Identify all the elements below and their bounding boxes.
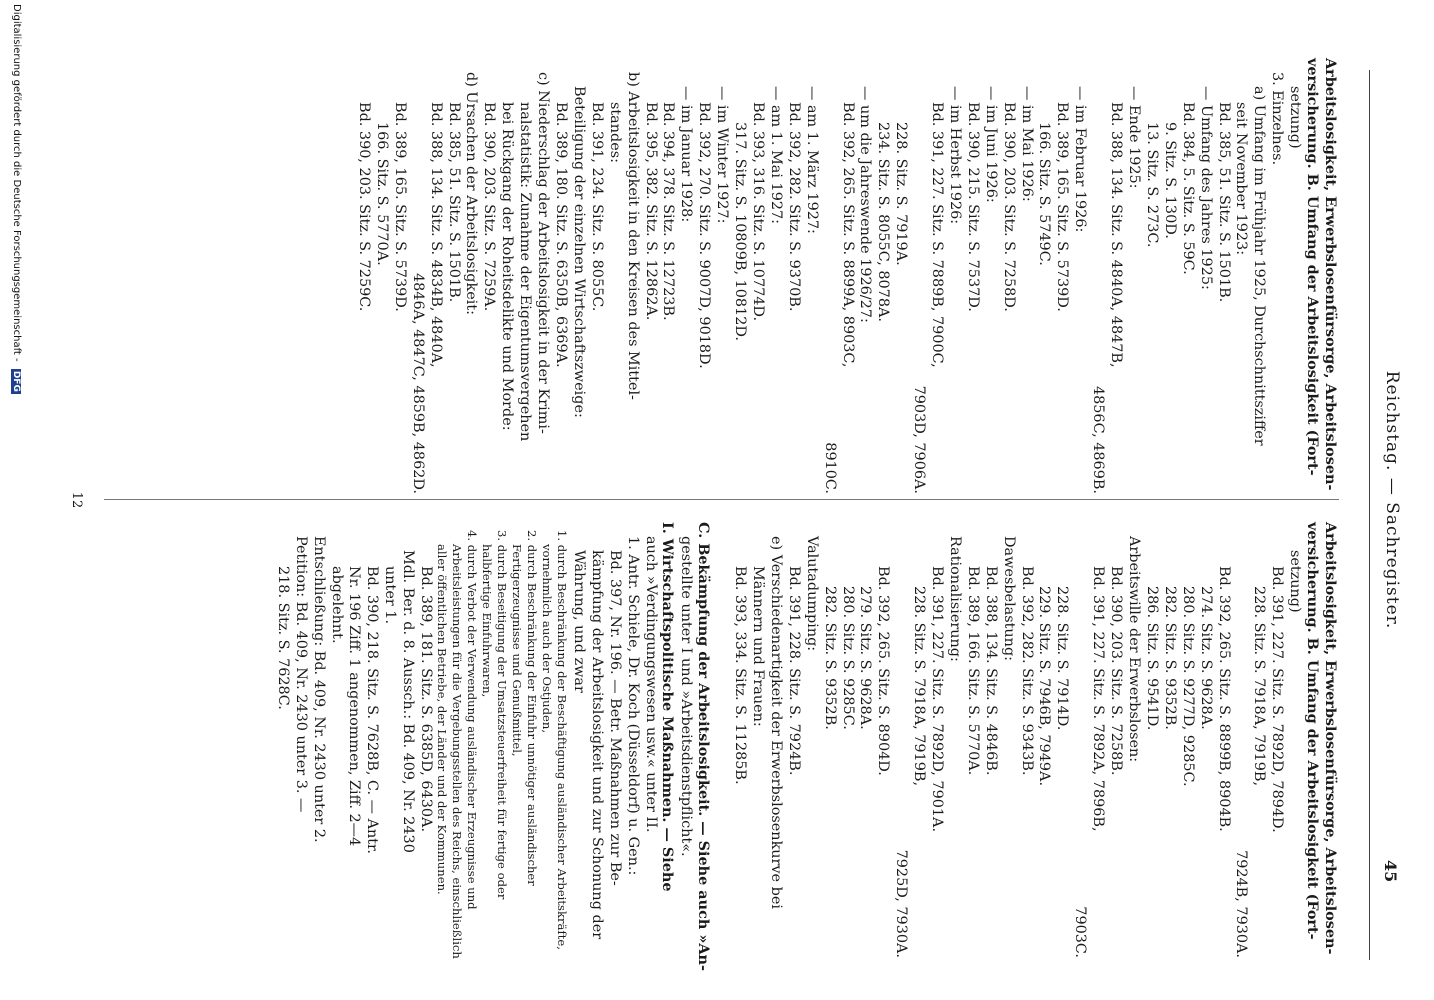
- register-line: 234. Sitz. S. 8055C, 8078A.: [875, 122, 892, 322]
- register-line: 8910C.: [821, 442, 838, 494]
- page-header: [1372, 0, 1412, 1000]
- register-line: Bd. 390, 215. Sitz. S. 7537D.: [964, 102, 981, 312]
- numbered-item: 3. durch Beseitigung der Umsatzsteuerfreiheit für fertige oder halbfertige Einfuhrwaren,: [480, 530, 510, 900]
- register-line: 280. Sitz. S. 9285C.: [839, 586, 856, 730]
- column-divider: [104, 499, 1339, 500]
- digitization-credit: [11, 4, 22, 394]
- register-line: Entschließung: Bd. 409, Nr. 2430 unter 2.: [310, 536, 327, 843]
- register-line: Bd. 394, 378. Sitz. S. 12723B.: [660, 102, 677, 321]
- register-line: Bd. 390, 218. Sitz. S. 7628B, C. — Antr.: [364, 566, 381, 854]
- register-line: 166. Sitz. S. 5770A.: [373, 122, 390, 266]
- register-line: bei Rückgang der Roheitsdelikte und Morde:: [499, 102, 516, 431]
- register-line: Bd. 391, 227. Sitz. S. 7892D, 7894D.: [1269, 566, 1286, 833]
- register-line: e) Verschiedenartigkeit der Erwerbslosenkurve bei: [767, 536, 784, 909]
- register-line: — Umfang des Jahres 1925:: [1197, 86, 1214, 290]
- footer-page-number: 12: [69, 491, 84, 509]
- register-line: Bd. 391, 228. Sitz. S. 7924B.: [785, 566, 802, 776]
- right-column-lines: [569, 522, 1339, 971]
- register-line: 1. Antr. Schiele, Dr. Koch (Düsseldorf) u. Gen.:: [624, 536, 641, 876]
- register-line: 282. Sitz. S. 9352B.: [1161, 586, 1178, 730]
- register-line: Bd. 388, 134. Sitz. S. 4834B, 4840A,: [427, 102, 444, 368]
- numbered-item: 4. durch Verbot der Verwendung ausländischer Erzeugnisse und Arbeitsleistungen für die Vergebungsstellen des Reichs, einschließlich aller öffentlichen Betriebe, der Länder und der Kommunen.: [435, 530, 480, 959]
- register-line: Arbeitslosigkeit, Erwerbslosenfürsorge, Arbeitslosen-: [1322, 58, 1339, 491]
- register-line: Bd. 390, 203. Sitz. S. 7259A.: [481, 102, 498, 312]
- register-line: Arbeitslosigkeit, Erwerbslosenfürsorge, Arbeitslosen-: [1322, 522, 1339, 955]
- register-line: Bd. 390, 203. Sitz. S. 7258D.: [1000, 102, 1017, 312]
- register-line: Nr. 196 Ziff. 1 angenommen, Ziff. 2—4: [346, 566, 363, 847]
- register-line: — im Februar 1926:: [1072, 86, 1089, 233]
- register-line: Bd. 397, Nr. 196. — Betr. Maßnahmen zur Be-: [606, 550, 623, 886]
- register-line: 228. Sitz. S. 7918A, 7919B,: [1251, 586, 1268, 787]
- register-line: Valutadumping:: [803, 536, 820, 652]
- register-line: — im Herbst 1926:: [946, 86, 963, 225]
- dfg-logo: DFG: [11, 370, 21, 392]
- register-line: setzung): [1287, 86, 1304, 149]
- register-line: Arbeitswille der Erwerbslosen:: [1126, 536, 1143, 763]
- register-line: standes:: [606, 102, 623, 163]
- register-line: — im Januar 1928:: [678, 86, 695, 223]
- page-number: 45: [1381, 860, 1400, 883]
- register-line: Bd. 395, 382. Sitz. S. 12862A.: [642, 102, 659, 321]
- register-line: 286. Sitz. S. 9541D.: [1143, 586, 1160, 731]
- register-line: abgelehnt.: [328, 566, 345, 644]
- register-line: nalstatistik: Zunahme der Eigentumsvergehen: [517, 102, 534, 442]
- register-line: 7903D, 7906A.: [911, 385, 928, 494]
- credit-text: Digitalisierung gefördert durch die Deutsche Forschungsgemeinschaft -: [11, 4, 22, 362]
- register-line: Bd. 389, 166. Sitz. S. 5770A.: [964, 566, 981, 776]
- register-line: 228. Sitz. S. 7919A.: [893, 122, 910, 266]
- register-line: 274. Sitz. S. 9628A.: [1197, 586, 1214, 730]
- register-line: Bd. 391, 227. Sitz. S. 7889B, 7900C,: [929, 102, 946, 368]
- register-line: 7903C.: [1072, 906, 1089, 958]
- register-line: Bd. 391, 227. Sitz. S. 7892A, 7896B,: [1090, 566, 1107, 832]
- numbered-item: 1. durch Beschränkung der Beschäftigung ausländischer Arbeitskräfte, vornehmlich auch der Ostjuden,: [540, 530, 570, 950]
- running-head: Reichstag. — Sachregister.: [1382, 370, 1402, 630]
- register-line: — am 1. März 1927:: [803, 86, 820, 234]
- register-line: Mdl. Ber. d. 8. Aussch.: Bd. 409, Nr. 2430: [400, 550, 417, 853]
- register-line: 280. Sitz. S. 9277D, 9285C.: [1179, 586, 1196, 787]
- register-line: auch »Verdingungswesen usw.« unter II.: [642, 536, 659, 833]
- register-line: 279. Sitz. S. 9628A.: [857, 586, 874, 730]
- register-line: Bd. 389, 165. Sitz. S. 5739D.: [1054, 102, 1071, 312]
- register-line: Petition: Bd. 409, Nr. 2430 unter 3. —: [292, 536, 309, 813]
- register-line: Bd. 389, 180. Sitz. S. 6350B, 6369A.: [553, 102, 570, 368]
- register-line: Bd. 391, 234. Sitz. S. 8055C.: [588, 102, 605, 312]
- register-line: Bd. 392, 270. Sitz. S. 9007D, 9018D.: [696, 102, 713, 369]
- register-line: 228. Sitz. S. 7918A, 7919B,: [911, 586, 928, 787]
- right-column: [273, 522, 1339, 971]
- register-line: Beteiligung der einzelnen Wirtschaftszweige:: [570, 86, 587, 418]
- register-line: seit November 1923:: [1233, 102, 1250, 256]
- left-column: [354, 58, 1339, 498]
- register-line: Bd. 392, 265. Sitz. S. 8899A, 8903C,: [839, 102, 856, 368]
- register-line: 4846A, 4847C, 4859B, 4862D.: [409, 272, 426, 494]
- register-line: 317. Sitz. S. 10809B, 10812D.: [732, 122, 749, 341]
- register-line: Bd. 391, 227. Sitz. S. 7892D, 7901A.: [929, 566, 946, 833]
- numbered-item: 2. durch Beschränkung der Einfuhr unnötiger ausländischer Fertigerzeugnisse und Genußmittel,: [510, 530, 540, 886]
- register-line: Männern und Frauen:: [750, 566, 766, 727]
- register-line: versicherung. B. Umfang der Arbeitslosigkeit (Fort-: [1304, 522, 1322, 940]
- numbered-item-list: [434, 522, 569, 962]
- register-line: unter 1.: [382, 566, 399, 625]
- register-line: — Ende 1925:: [1126, 86, 1143, 189]
- register-line: setzung): [1287, 550, 1304, 613]
- register-line: Bd. 388, 134. Sitz. S. 4840A, 4847B,: [1108, 102, 1125, 368]
- register-line: Bd. 385, 51. Sitz. S. 1501B.: [445, 102, 462, 303]
- register-line: — im Juni 1926:: [982, 86, 999, 203]
- right-column-tail-lines: [273, 522, 434, 962]
- register-line: Bd. 389, 181. Sitz. S. 6385D, 6430A.: [418, 566, 435, 833]
- register-line: b) Arbeitslosigkeit in den Kreisen des Mittel-: [624, 72, 641, 400]
- register-line: 218. Sitz. S. 7628C.: [274, 566, 291, 710]
- register-line: Bd. 385, 51. Sitz. S. 1501B.: [1215, 102, 1232, 303]
- register-line: C. Bekämpfung der Arbeitslosigkeit. — Siehe auch »An-: [695, 522, 713, 971]
- register-line: 7925D, 7930A.: [893, 849, 910, 958]
- register-line: 282. Sitz. S. 9352B.: [821, 586, 838, 730]
- register-line: Bd. 392, 282. Sitz. S. 9343B.: [1018, 566, 1035, 776]
- register-line: kämpfung der Arbeitslosigkeit und zur Schonung der: [588, 550, 605, 940]
- register-line: Bd. 392, 265. Sitz. S. 8899B, 8904B.: [1215, 566, 1232, 832]
- register-line: gestellte unter I und »Arbeitsdienstpflicht«.: [678, 536, 695, 857]
- register-line: [712, 522, 730, 962]
- register-line: 228. Sitz. S. 7914D.: [1054, 586, 1071, 731]
- register-line: Bd. 392, 265. Sitz. S. 8904D.: [875, 566, 892, 776]
- register-line: Bd. 384, 5. Sitz. S. 59C.: [1179, 102, 1196, 275]
- register-line: Bd. 389, 165. Sitz. S. 5739D.: [391, 102, 408, 312]
- register-line: 7924B, 7930A.: [1233, 850, 1250, 958]
- register-line: Bd. 388, 134. Sitz. S. 4846B.: [982, 566, 999, 776]
- register-line: — am 1. Mai 1927:: [767, 86, 784, 225]
- register-line: Bd. 390, 203. Sitz. S. 7258B.: [1108, 566, 1125, 776]
- register-line: Dawesbelastung:: [1000, 536, 1017, 662]
- register-line: Währung, und zwar: [570, 550, 587, 693]
- register-line: — im Mai 1926:: [1018, 86, 1035, 202]
- register-line: 166. Sitz. S. 5749C.: [1036, 122, 1053, 266]
- register-line: a) Umfang im Frühjahr 1925, Durchschnittsziffer: [1251, 86, 1268, 446]
- register-line: — um die Jahreswende 1926/27:: [857, 86, 874, 323]
- register-line: 4856C, 4869B.: [1090, 385, 1107, 494]
- register-line: Bd. 393, 334. Sitz. S. 11285B.: [732, 566, 749, 785]
- register-line: Bd. 390, 203. Sitz. S. 7259C.: [356, 102, 373, 312]
- register-line: Bd. 392, 282. Sitz. S. 9370B.: [785, 102, 802, 312]
- register-line: 9. Sitz. S. 130D.: [1161, 122, 1178, 239]
- register-line: Bd. 393, 316. Sitz. S. 10774D.: [750, 102, 766, 322]
- register-line: 3. Einzelnes.: [1269, 72, 1286, 166]
- register-line: d) Ursachen der Arbeitslosigkeit:: [463, 72, 480, 315]
- register-line: 229. Sitz. S. 7946B, 7949A.: [1036, 586, 1053, 787]
- register-line: c) Niederschlag der Arbeitslosigkeit in der Krimi-: [535, 72, 552, 434]
- register-line: I. Wirtschaftspolitische Maßnahmen. — Siehe: [659, 522, 677, 892]
- register-line: Rationalisierung:: [946, 536, 963, 662]
- header-rule: [1369, 70, 1370, 960]
- register-line: — im Winter 1927:: [714, 86, 731, 224]
- register-line: versicherung. B. Umfang der Arbeitslosigkeit (Fort-: [1304, 58, 1322, 476]
- register-line: 13. Sitz. S. 273C.: [1143, 122, 1160, 248]
